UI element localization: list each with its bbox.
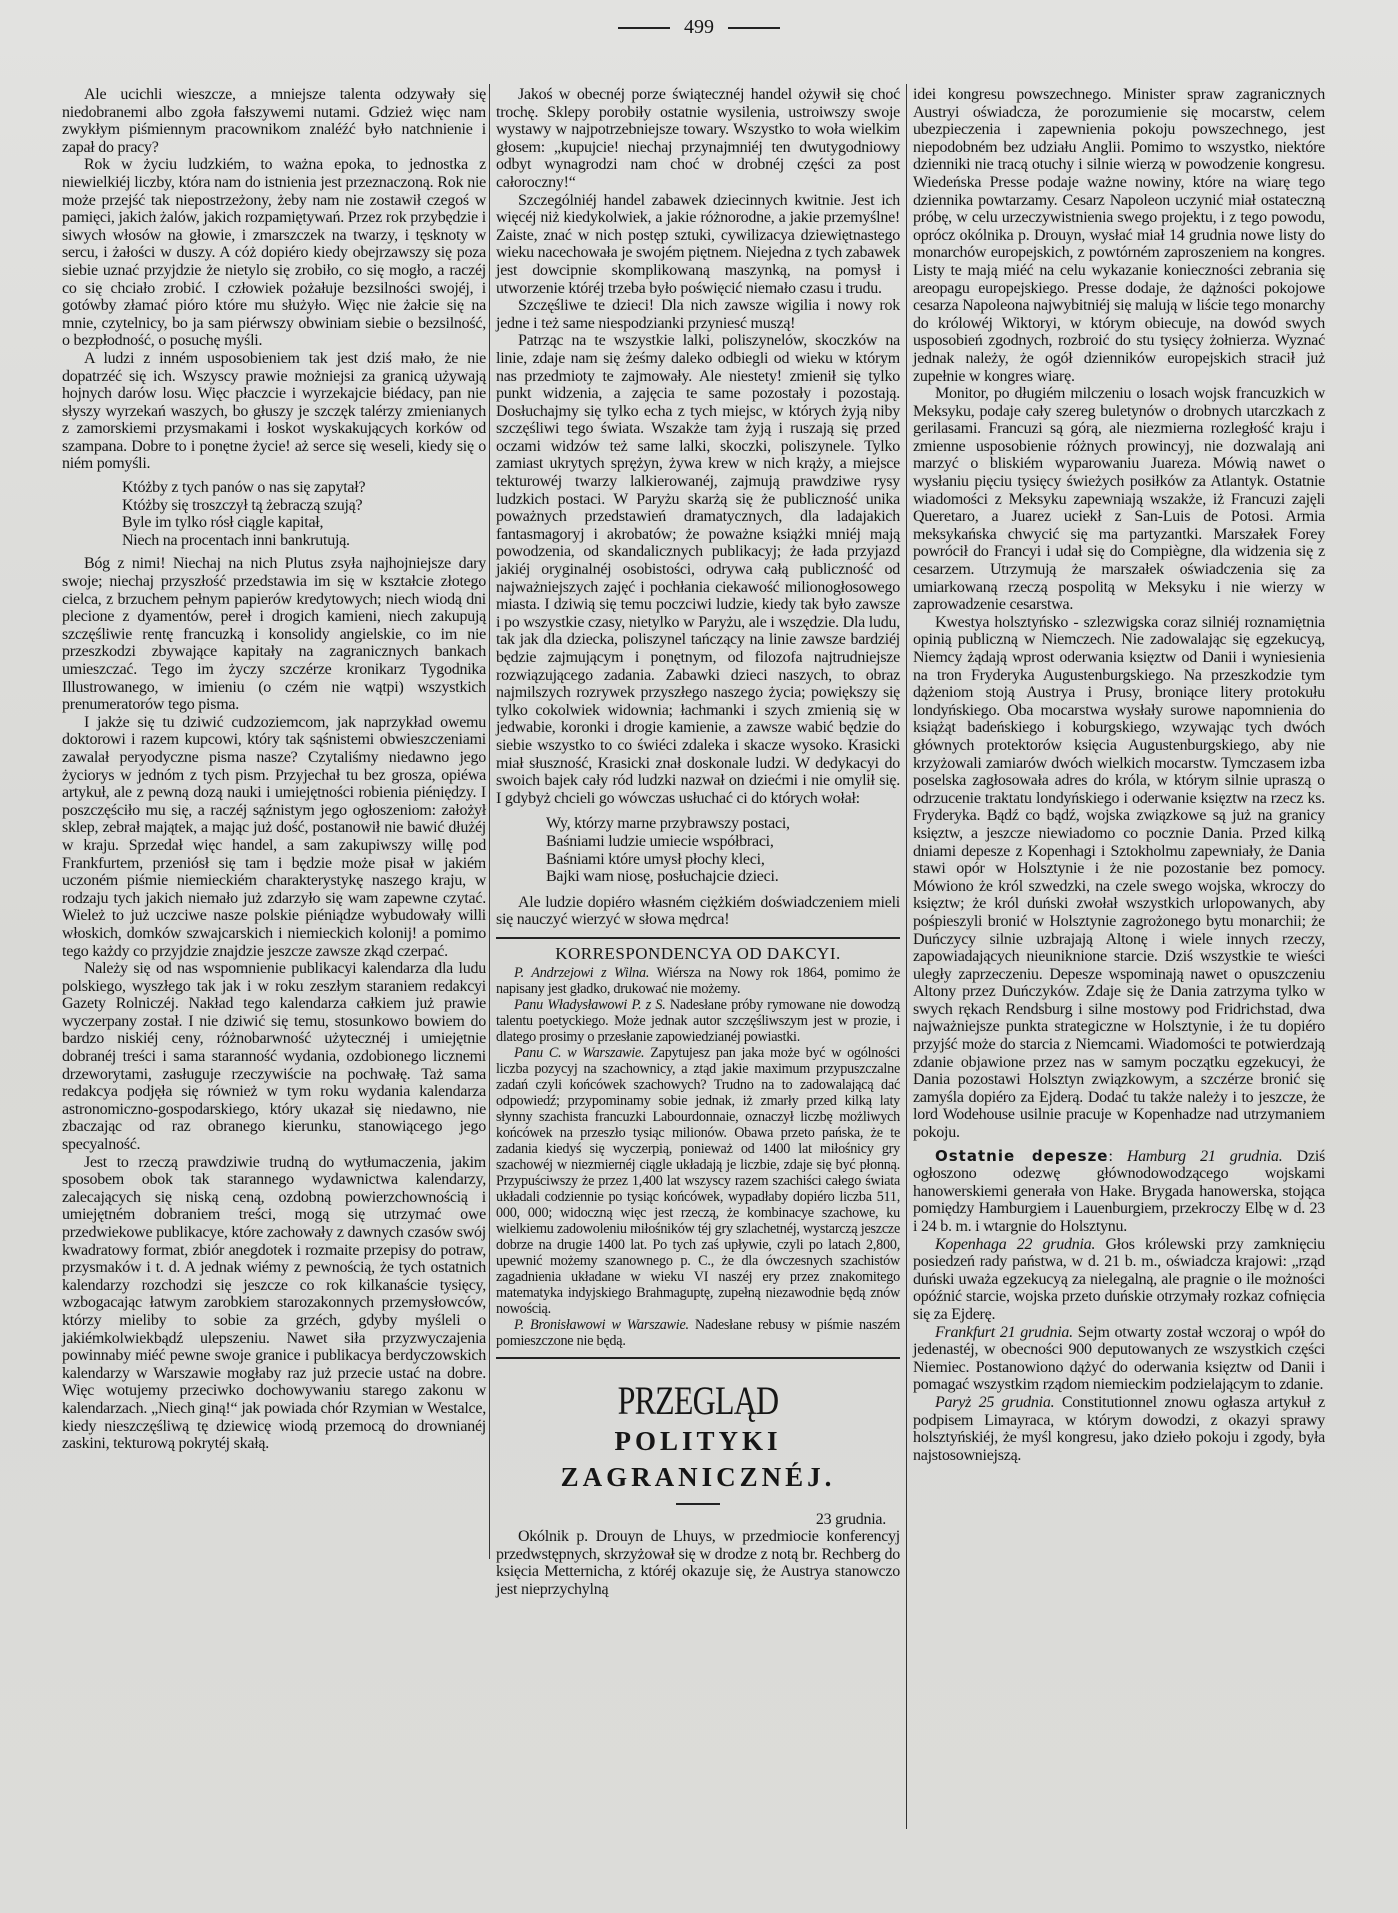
column-rule [906, 84, 907, 1829]
divider [496, 1357, 900, 1359]
paragraph: Rok w życiu ludzkiém, to ważna epoka, to jednostka z niewielkiéj liczby, która nam do istnienia jest przeznaczoną. Rok nie może przejść tak niepostrzeżony, żeby nam nie zostawił czegoś w pamięci, jakich żalów, jakich rozpamiętywań. Przez rok przybędzie i siwych włosów na głowie, i zmarszczek na twarzy, i tęsknoty w sercu, i żałości w duszy. A cóż dopiéro kiedy obejrzawszy się poza siebie uznać przyjdzie że nietylo się zrobiło, co się mogło, a raczéj co się chciało zrobić. I człowiek pożałuje bezsilności swojéj, i gotówby złamać pióro które mu służyło. Więc nie żałcie się na mnie, czytelnicy, bo ja sam piérwszy obwiniam siebie o bezsilność, o bezpłodność, o posuchę myśli. [62, 156, 486, 350]
dispatch: Kopenhaga 22 grudnia. Głos królewski przy zamknięciu posiedzeń rady państwa, w d. 21 b. m., oświadcza krajowi: „rząd duński uważa egzekucyą za nielegalną, ale pragnie o ile możności opóźnić starcie, wojska przeto duńskie otrzymały rozkaz cofnięcia się za Ejderę. [913, 1235, 1325, 1323]
paragraph: I jakże się tu dziwić cudzoziemcom, jak naprzykład owemu doktorowi i razem kupcowi, który tak sąśnistemi obwieszczeniami zawalał peryodyczne pisma nasze? Czytaliśmy niedawno jego życiorys w jednóm z tych pism. Przyjechał tu bez grosza, opiéwa artykuł, ale z pewną dozą nauki i umiejętności robienia piéniędzy. I poszczęściło mu się, a raczéj sąźnistym jego ogłoszeniom: założył sklep, zebrał majątek, a mając już dość, postanowił nie bawić dłużéj w kraju. Sprzedał więc handel, a sam zakupiwszy willę pod Frankfurtem, przeniósł się tam i będzie może pisał w jakiém uczoném piśmie niemieckiém charakterystykę naszego kraju, w rodzaju tych jakich niemało już zdarzyło się wam zapewne czytać. Wieleż to już uczciwe nasze polskie piéniądze wybudowały willi włoskich, domków szwajcarskich i niemieckich kolonij! a pomimo tego każdy co przyjdzie znajdzie jeszcze zawsze zkąd czerpać. [62, 713, 486, 960]
paragraph: Patrząc na te wszystkie lalki, poliszynelów, skoczków na linie, zdaje nam się żeśmy daleko odbiegli od wieku w którym nas przedmioty te zajmowały. Ale niestety! zmienił się tylko punkt widzenia, a zajęcia te same pozostały i pozostają. Dosłuchajmy się tylko echa z tych miejsc, w których żyją niby szczęśliwi tego świata. Wszakże tam żyją i ruszają się przed oczami widzów też same lalki, skoczki, poliszynele. Tylko zamiast ukrytych sprężyn, żywa krew w nich krąży, a miejsce tekturowéj twarzy lalkierowanéj, zajmują prawdziwe rysy ludzkich postaci. W Paryżu skarżą się że publiczność unika poważnych przedstawień dramatycznych, dla ladajakich fantasmagoryj i akrobatów; że poważne książki mniéj mają powodzenia, od skandalicznych publikacyj; że łada przyjazd jakiéj oryginalnéj osobistości, odrywa całą publiczność od najważniejszych zajęć i pochłania ciekawość milionogłosowego miasta. I dziwią się temu poczciwi ludzie, kiedy tak było zawsze i po wszystkie czasy, nietylko w Paryżu, ale i wszędzie. Dla ludu, tak jak dla dziecka, poliszynel tańczący na linie zawsze bardziéj będzie zajmującym i ponętnym, od filozofa najtrudniejsze rozwiązującego zadania. Zabawki dzieci naszych, to obraz najmilszych rozrywek przyszłego naszego życia; powiększy się tylko cokolwiek widownia; łachmanki i szych zmienią się w jedwabie, koronki i drogie kamienie, a zawsze wabić będzie do siebie wszystko to co świéci zdaleka i skacze wysoko. Krasicki miał słuszność, Krasicki znał doskonale ludzi. W dedykacyi do swoich bajek cały ród ludzki nazwał on dziećmi i nie omylił się. I gdybyż chcieli go wówczas usłuchać ci do których wołał: [496, 332, 900, 807]
dispatch: Paryż 25 grudnia. Constitutionnel znowu ogłasza artykuł z podpisem Limayraca, w którym dowodzi, z okazyi sprawy holsztyńskiéj, że myśl kongresu, jako dzieło pokoju i zgody, była najstosowniejszą. [913, 1393, 1325, 1464]
paragraph: Jest to rzeczą prawdziwie trudną do wytłumaczenia, jakim sposobem obok tak starannego wydawnictwa kalendarzy, zalecających się niską ceną, ozdobną powierzchownością i umiejętném dobraniem treści, mogą się utrzymać owe przedwiekowe publikacye, które zachowały z dawnych czasów swój kwadratowy format, zbiór anegdotek i rozmaite przepisy do potraw, przysmaków i t. d. A jednak wiémy z pewnością, że tych ostatnich kalendarzy rozchodzi się jeszcze co rok kilkanaście tysięcy, wzbogacając łatwym zarobkiem starozakonnych przemysłowców, którzy mieliby to sobie za grzéch, gdyby myśleli o jakiémkolwiekbądź ulepszeniu. Nawet siła przyzwyczajenia powinnaby miéć pewne swoje granice i publikacya berdyczowskich kalendarzy w Warszawie mogłaby raz już przecie ustać na dobre. Więc wotujemy przeciwko dochowywaniu starego zakonu w kalendarzach. „Niech giną!“ jak powiada chór Rzymian w Westalce, kiedy nieszczęśliwą tę dziewicę wiodą przemocą do drownianéj zaskini, tekturową pokrytéj skałą. [62, 1153, 486, 1453]
correspondence-entry: Panu Władysławowi P. z S. Nadesłane próby rymowane nie dowodzą talentu poetyckiego. Może jednak autor szczęśliwszym jest w prozie, i dlatego prosimy o przesłanie zapowiedzianéj powiastki. [496, 996, 900, 1045]
paragraph: Okólnik p. Drouyn de Lhuys, w przedmiocie konferencyj przedwstępnych, skrzyżował się w drodze z notą br. Rechberg do księcia Metternicha, z któréj okazuje się, że Austrya stanowczo jest nieprzychylną [496, 1528, 900, 1598]
divider [496, 937, 900, 939]
dispatch: Ostatnie depesze: Hamburg 21 grudnia. Dziś ogłoszono odezwę głównodowodzącego wojskami hanowerskiemi generała von Hake. Brygada hanowerska, stojąca pomiędzy Hamburgiem i Lauenburgiem, przekroczy Elbę w d. 23 i 24 b. m. i wtargnie do Holsztynu. [913, 1146, 1325, 1235]
correspondence-entry: P. Andrzejowi z Wilna. Wiérsza na Nowy rok 1864, pomimo że napisany jest gładko, drukować nie możemy. [496, 964, 900, 997]
paragraph: Monitor, po długiém milczeniu o losach wojsk francuzkich w Meksyku, podaje cały szereg buletynów o drobnych utarczkach z gerilasami. Francuzi są górą, ale niezmierna rozległość kraju i zmienne usposobienie różnych prowincyj, nie dozwalają ani marzyć o bliskiém wyparowaniu Juareza. Mówią nawet o wysłaniu pięciu tysięcy świeżych posiłków za Atlantyk. Ostatnie wiadomości z Meksyku zapewniają wszakże, iż Francuzi zajęli Queretaro, a Juarez uciekł z San-Luis de Potosi. Armia meksykańska chwycić się ma partyzantki. Marszałek Forey powrócił do Francyi i udał się do Compiègne, dla widzenia się z cesarzem. Utrzymują że marszałek oświadczenia się za umiarkowaną rzeczą pospolitą w Meksyku i nie wierzy w zaprowadzenie cesarstwa. [913, 385, 1325, 614]
poem: Któżby z tych panów o nas się zapytał? Któżby się troszczył tą żebraczą szują? Byle im tylko rósł ciągle kapitał, Niech na procentach inni bankrutują. [122, 479, 366, 549]
paragraph: Szczęśliwe te dzieci! Dla nich zawsze wigilia i nowy rok jedne i też same niespodzianki przyniesć muszą! [496, 297, 900, 332]
section-title: PRZEGLĄD [617, 1377, 779, 1423]
paragraph: Ale ludzie dopiéro własném ciężkiém doświadczeniem mieli się nauczyć wierzyć w słowa mędrca! [496, 893, 900, 929]
divider [676, 1503, 720, 1505]
correspondence-heading: KORRESPONDENCYA OD DAKCYI. [555, 943, 841, 963]
column-3 [913, 86, 1325, 1464]
section-subtitle: POLITYKI ZAGRANICZNÉJ. [560, 1425, 836, 1492]
divider [728, 27, 780, 29]
paragraph: Jakoś w obecnéj porze świątecznéj handel ożywił się choć trochę. Sklepy porobiły ostatnie wysilenia, ustroiwszy swoje wystawy w najpotrzebniejsze towary. Wszystko to woła wielkim głosem: „kupujcie! niechaj przynajmniéj ten dwutygodniowy odbyt wynagrodzi nam choć w drobnéj części za post całoroczny!“ [496, 86, 900, 191]
paragraph: A ludzi z inném usposobieniem tak jest dziś mało, że nie dopatrzéć się ich. Wszyscy prawie możniejsi za granicą używają hojnych darów losu. Więc płaczcie i wyrzekajcie biédacy, pan nie słyszy wyrzekań waszych, bo głuszy je szczęk talérzy zmienianych z zamorskiemi przysmakami i łoskot wyskakujących korków od szampana. Dobre to i ponętne życie! aż serce się weseli, kiedy się o niém pomyśli. [62, 349, 486, 473]
poem: Wy, którzy marne przybrawszy postaci, Baśniami ludzie umiecie współbraci, Baśniami które umysł płochy kleci, Bajki wam niosę, posłuchajcie dzieci. [546, 815, 790, 886]
section-date: 23 grudnia. [815, 1510, 886, 1528]
paragraph: Ale ucichli wieszcze, a mniejsze talenta odzywały się niedobranemi albo zgoła fałszywemi nutami. Gdzież więc nam zwykłym piśmiennym pracownikom znaléźć było natchnienie i zapał do pracy? [62, 86, 486, 156]
paragraph: idei kongresu powszechnego. Minister spraw zagranicznych Austryi oświadcza, że porozumienie się mocarstw, celem ubezpieczenia i zapewnienia pokoju powszechnego, jest niepodobném bez udziału Anglii. Pomimo to wszystko, niektóre dzienniki nie tracą otuchy i silnie wierzą w powodzenie kongresu. Wiedeńska Presse podaje ważne nowiny, które na wiarę tego dziennika powtarzamy. Cesarz Napoleon uczynić miał ostateczną próbę, w celu urzeczywistnienia swego projektu, i z tego powodu, oprócz okólnika p. Drouyn, wysłać miał 14 grudnia nowe listy do monarchów europejskich, z powtórném zaproszeniem na kongres. Listy te mają miéć na celu wykazanie konieczności zebrania się areopagu europejskiego. Presse dodaje, że dążności pokojowe cesarza Napoleona najwybitniéj się malują w liście tego monarchy do królowéj Wiktoryi, w którym obiecuje, na dowód swych usposobień zgodnych, rozbroić do stu tysięcy żołnierza. Wyznać jednak należy, że ogół dzienników europejskich stracił już zupełnie w kongres wiarę. [913, 86, 1325, 385]
correspondence [496, 965, 900, 1349]
column-rule [489, 84, 490, 1559]
paragraph: Należy się od nas wspomnienie publikacyi kalendarza dla ludu polskiego, wyszłego tak jak i w roku zeszłym staraniem redakcyi Gazety Rolniczéj. Nakład tego kalendarza całkiem już prawie wyczerpany został. I nie dziwić się temu, stosunkowo bowiem do bardzo niskiéj ceny, różnobarwność użytecznéj i umiejętnie dobranéj treści i sama staranność wydania, ozdobionego licznemi drzeworytami, zasługuje rzeczywiście na pochwałę. Taż sama redakcya podjęła się również w tym roku wydania kalendarza astronomiczno-gospodarskiego, który ukazał się niedawno, nie zbaczając od raz obranego kierunku, stanowiącego jego specyalność. [62, 960, 486, 1154]
paragraph: Bóg z nimi! Niechaj na nich Plutus zsyła najhojniejsze dary swoje; niechaj przyszłość przedstawia im się w kształcie złotego cielca, z brzuchem pełnym papierów kredytowych; niech wiodą dni plecione z dyamentów, pereł i drogich kamieni, niech zakupują szczęśliwie rentę francuzką i konsolidy angielskie, co im nie przeszkodzi zbywające kapitały na zagranicznych bankach umieszczać. Tego im życzy szczérze kronikarz Tygodnika Illustrowanego, w imieniu (o czém nie wątpi) wszystkich prenumeratorów tego pisma. [62, 555, 486, 714]
column-2 [496, 86, 900, 1598]
paragraph: Kwestya holsztyńsko - szlezwigska coraz silniéj roznamiętnia opinią publiczną w Niemczech. Nie zadowalając się egzekucyą, Niemcy żądają wprost oderwania księztw od Danii i wyniesienia na tron Fryderyka Augustenburgskiego. Na przeszkodzie tym dążeniom stoją Austrya i Prusy, broniące litery protokułu londyńskiego. Oba mocarstwa wysłały surowe napomnienia do książąt badeńskiego i koburgskiego, wzywając tych dwóch głównych protektorów księcia Augustenburgskiego, aby nie krzyżowali zamiarów dwóch wielkich mocarstw. Tymczasem izba poselska zagłosowała adres do króla, w którym silnie upraszą o odrzucenie traktatu londyńskiego i oderwanie księztw na rzecz ks. Fryderyka. Bądź co bądź, wojska związkowe są już na granicy księztw, a jeszcze niewiadomo co pocznie Dania. Przed kilką dniami depesze z Kopenhagi i Sztokholmu zapewniały, że Dania stawi opór w Holsztynie i że nie pozostanie bez pomocy. Mówiono że król szwedzki, na czele swego wojska, wkroczy do księztw; że król duński zwołał wszystkich urlopowanych, aby pośpieszyli bronić w Holsztynie zagrożonego bytu monarchii; że Duńczycy silnie uzbrajają Altonę i wiele innych rzeczy, zapowiadających nieuniknione starcie. Dziś wszystkie te wieści uległy zaprzeczeniu. Depesze wspominają nawet o opuszczeniu Altony przez Duńczyków. Zdaje się że Dania zatrzyma tylko w swych rękach Rendsburg i silne mostowy pod Fridrichstad, dwa najważniejsze punkta strategiczne w Holsztynie, i że tu dopiéro przyjść może do starcia z Niemcami. Wiadomości te potwierdzają zdanie objawione przez nas w samym początku egzekucyi, że Dania pozostawi Holsztyn związkowym, a szczérze bronić się zamyśla dopiéro za Ejderą. Dodać tu także należy i to jeszcze, że lord Wodehouse usilnie pracuje w Kopenhadze nad utrzymaniem pokoju. [913, 613, 1325, 1142]
correspondence-entry: Panu C. w Warszawie. Zapytujesz pan jaka może być w ogólności liczba pozycyj na szachownicy, a ztąd jakie maximum przypuszczalne zadań czyli końcówek szachowych? Trudno na to zadowalającą dać odpowiedź; przypominamy sobie jednak, iż zmarły przed kilką laty słynny szachista francuzki Labourdonnaie, oznaczył liczbę możliwych końcówek na przeszło tysiąc milionów. Obawa przeto pańska, że te zadania kiedyś się wyczerpią, ponieważ od 1400 lat miłośnicy gry szachowéj w niezmiernéj ciągle układają je liczbie, zdaje się być płonną. Przypuściwszy że przez 1,400 lat wszyscy razem szachiści całego świata układali codziennie po tysiąc końcówek, wypadłaby dopiéro liczba 511, 000, 000; widoczną więc jest rzeczą, że kombinacye szachowe, ku wielkiemu zadowoleniu miłośników téj gry szlachetnéj, wystarczą jeszcze dobrze na drugie 1400 lat. Po tych zaś upływie, czyli po latach 2,800, upewnić możemy szanownego p. C., że dla ówczesnych szachistów zagadnienia układane w wieku VI naszéj ery przez znakomitego matematyka indyjskiego Brahmaguptę, zupełną niezawodnie będą znów nowością. [496, 1044, 901, 1317]
page-number: 499 [0, 16, 1398, 39]
paragraph: Szczególniéj handel zabawek dziecinnych kwitnie. Jest ich więcéj niż kiedykolwiek, a jakie różnorodne, a jakie przemyślne! Zaiste, znać w nich postęp sztuki, cywilizacya dziewiętnastego wieku nacechowała je swojém piętnem. Niejedna z tych zabawek jest dowcipnie skomplikowaną maszynką, na pomysł i utworzenie któréj trzeba było poświęcić niemało czasu i trudu. [496, 191, 900, 297]
dispatch: Frankfurt 21 grudnia. Sejm otwarty został wczoraj o wpół do jedenastéj, w obecności 900 deputowanych ze wszystkich części Niemiec. Postanowiono dążyć do oderwania księztw od Danii i pomagać wszystkim rządom niemieckim podzielającym to zdanie. [913, 1323, 1326, 1394]
column-1 [62, 86, 486, 1453]
divider [618, 27, 670, 29]
correspondence-entry: P. Bronisławowi w Warszawie. Nadesłane rebusy w piśmie naszém pomieszczone nie będą. [496, 1316, 900, 1349]
